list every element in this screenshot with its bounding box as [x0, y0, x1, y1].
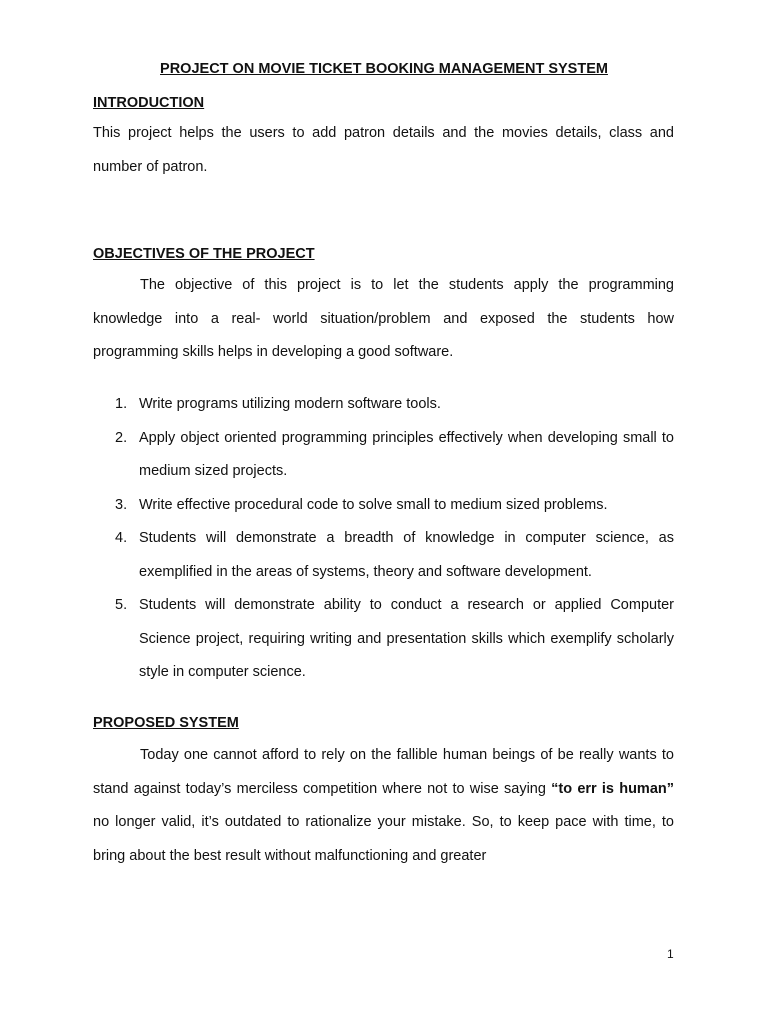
document-title: PROJECT ON MOVIE TICKET BOOKING MANAGEMENT SYSTEM [160, 61, 608, 77]
list-item-number: 4. [115, 530, 128, 546]
proposed-system-text-before: Today one cannot afford to rely on the fallible human beings of be really wants to stand against today’s merciless competition where not to wise saying [93, 747, 674, 797]
list-item-number: 1. [115, 396, 128, 412]
proposed-system-text-after: no longer valid, it’s outdated to rationalize your mistake. So, to keep pace with time, to bring about the best result without malfunctioning and greater [93, 814, 674, 865]
list-item-number: 2. [115, 429, 128, 446]
list-item [93, 489, 674, 523]
page-number: 1 [667, 947, 674, 961]
list-item-text: Students will demonstrate ability to conduct a research or applied Computer Science project, requiring writing and presentation skills which exemplify scholarly style in computer science. [139, 597, 674, 680]
proposed-system-paragraph [93, 739, 674, 874]
list-item-text: Write effective procedural code to solve small to medium sized problems. [139, 496, 608, 513]
list-item [93, 388, 674, 422]
list-item [93, 589, 674, 690]
list-item-text: Students will demonstrate a breadth of knowledge in computer science, as exemplified in the areas of systems, theory and software development. [139, 530, 674, 580]
list-item-text: Write programs utilizing modern software tools. [139, 396, 441, 412]
proposed-system-quote: “to err is human” [551, 780, 674, 797]
list-item-text: Apply object oriented programming principles effectively when developing small to medium sized projects. [139, 429, 674, 479]
list-item-number: 3. [115, 496, 128, 513]
objectives-paragraph: The objective of this project is to let the students apply the programming knowledge into a real- world situation/problem and exposed the students how programming skills helps in developing a good software. [93, 277, 674, 361]
proposed-system-heading: PROPOSED SYSTEM [93, 715, 239, 731]
objectives-heading: OBJECTIVES OF THE PROJECT [93, 246, 315, 262]
introduction-heading: INTRODUCTION [93, 95, 205, 111]
objectives-list [93, 388, 674, 690]
list-item [93, 522, 674, 589]
list-item-number: 5. [115, 597, 128, 613]
introduction-paragraph: This project helps the users to add patron details and the movies details, class and number of patron. [93, 125, 674, 175]
list-item [93, 422, 674, 489]
